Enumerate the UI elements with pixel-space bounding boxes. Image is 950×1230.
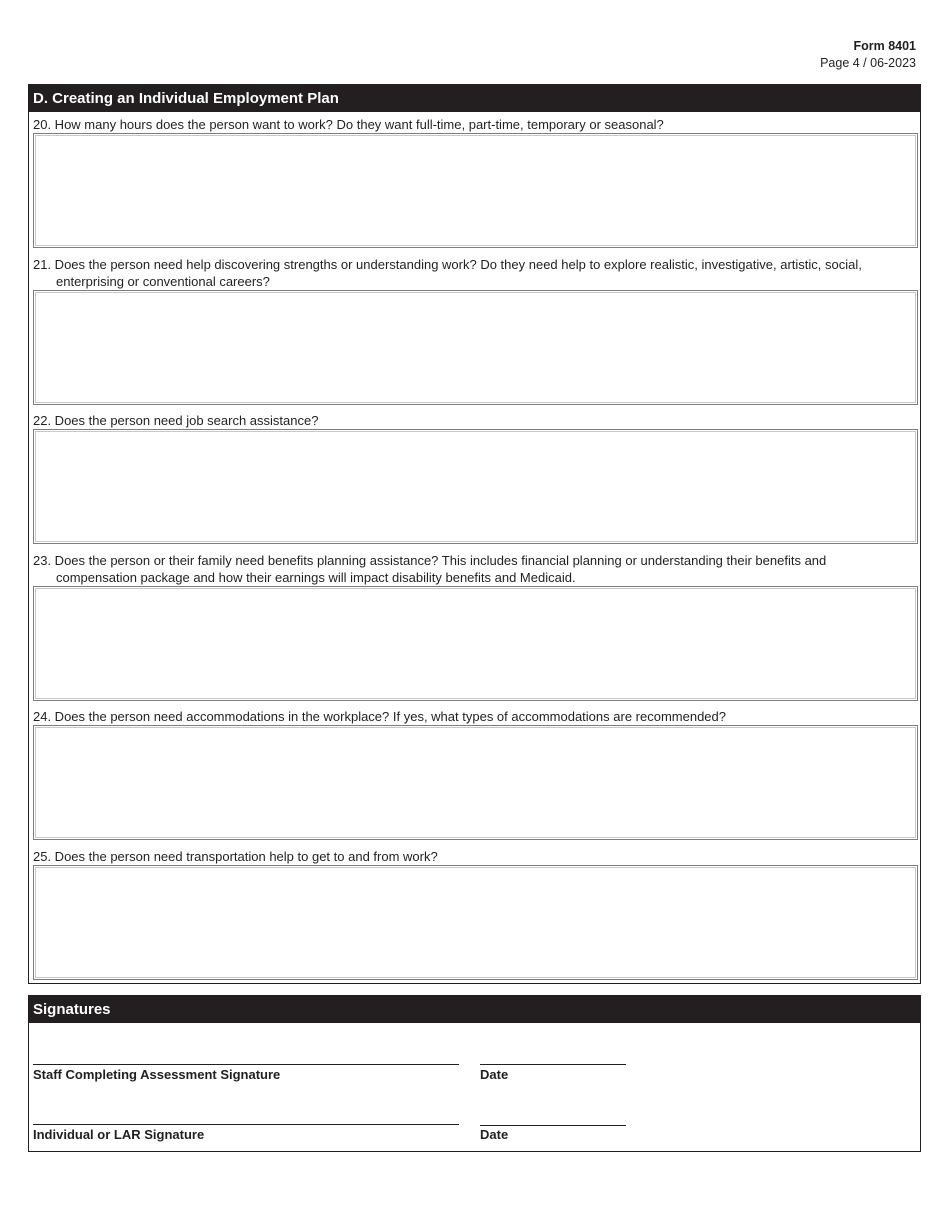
question-text: 23. Does the person or their family need benefits planning assistance? This includes financial planning or understanding their benefits and compensation package and how their earnings will impact disability benefits and Medicaid.: [33, 553, 827, 585]
staff-date-field[interactable]: [480, 1064, 626, 1065]
question-20: [33, 116, 918, 133]
individual-date-field[interactable]: [480, 1125, 626, 1126]
question-23: [33, 552, 918, 586]
answer-field-25[interactable]: [33, 865, 918, 980]
answer-field-21[interactable]: [33, 290, 918, 405]
question-21: [33, 256, 918, 290]
question-text: 24. Does the person need accommodations in the workplace? If yes, what types of accommodations are recommended?: [33, 709, 726, 724]
staff-signature-field[interactable]: [33, 1064, 459, 1065]
question-text: 25. Does the person need transportation help to get to and from work?: [33, 849, 438, 864]
question-text: 20. How many hours does the person want to work? Do they want full-time, part-time, temporary or seasonal?: [33, 117, 664, 132]
signatures-title: Signatures: [29, 996, 920, 1023]
section-d-title: D. Creating an Individual Employment Plan: [29, 85, 920, 112]
form-number: Form 8401: [853, 39, 916, 53]
signature-row-individual: [29, 1124, 922, 1144]
individual-signature-label: Individual or LAR Signature: [33, 1127, 205, 1142]
section-d: [28, 84, 921, 984]
staff-date-label: Date: [480, 1067, 509, 1082]
form-header: [820, 38, 916, 72]
question-text: 22. Does the person need job search assistance?: [33, 413, 319, 428]
question-24: [33, 708, 918, 725]
individual-date-label: Date: [480, 1127, 509, 1142]
page-info: Page 4 / 06-2023: [820, 56, 916, 70]
question-25: [33, 848, 918, 865]
section-signatures: [28, 995, 921, 1152]
question-text: 21. Does the person need help discovering strengths or understanding work? Do they need help to explore realistic, investigative, artistic, social, enterprising or conventional careers?: [33, 257, 862, 289]
answer-field-22[interactable]: [33, 429, 918, 544]
answer-field-23[interactable]: [33, 586, 918, 701]
signature-row-staff: [29, 1064, 922, 1084]
question-22: [33, 412, 918, 429]
answer-field-24[interactable]: [33, 725, 918, 840]
individual-signature-field[interactable]: [33, 1124, 459, 1125]
staff-signature-label: Staff Completing Assessment Signature: [33, 1067, 281, 1082]
answer-field-20[interactable]: [33, 133, 918, 248]
